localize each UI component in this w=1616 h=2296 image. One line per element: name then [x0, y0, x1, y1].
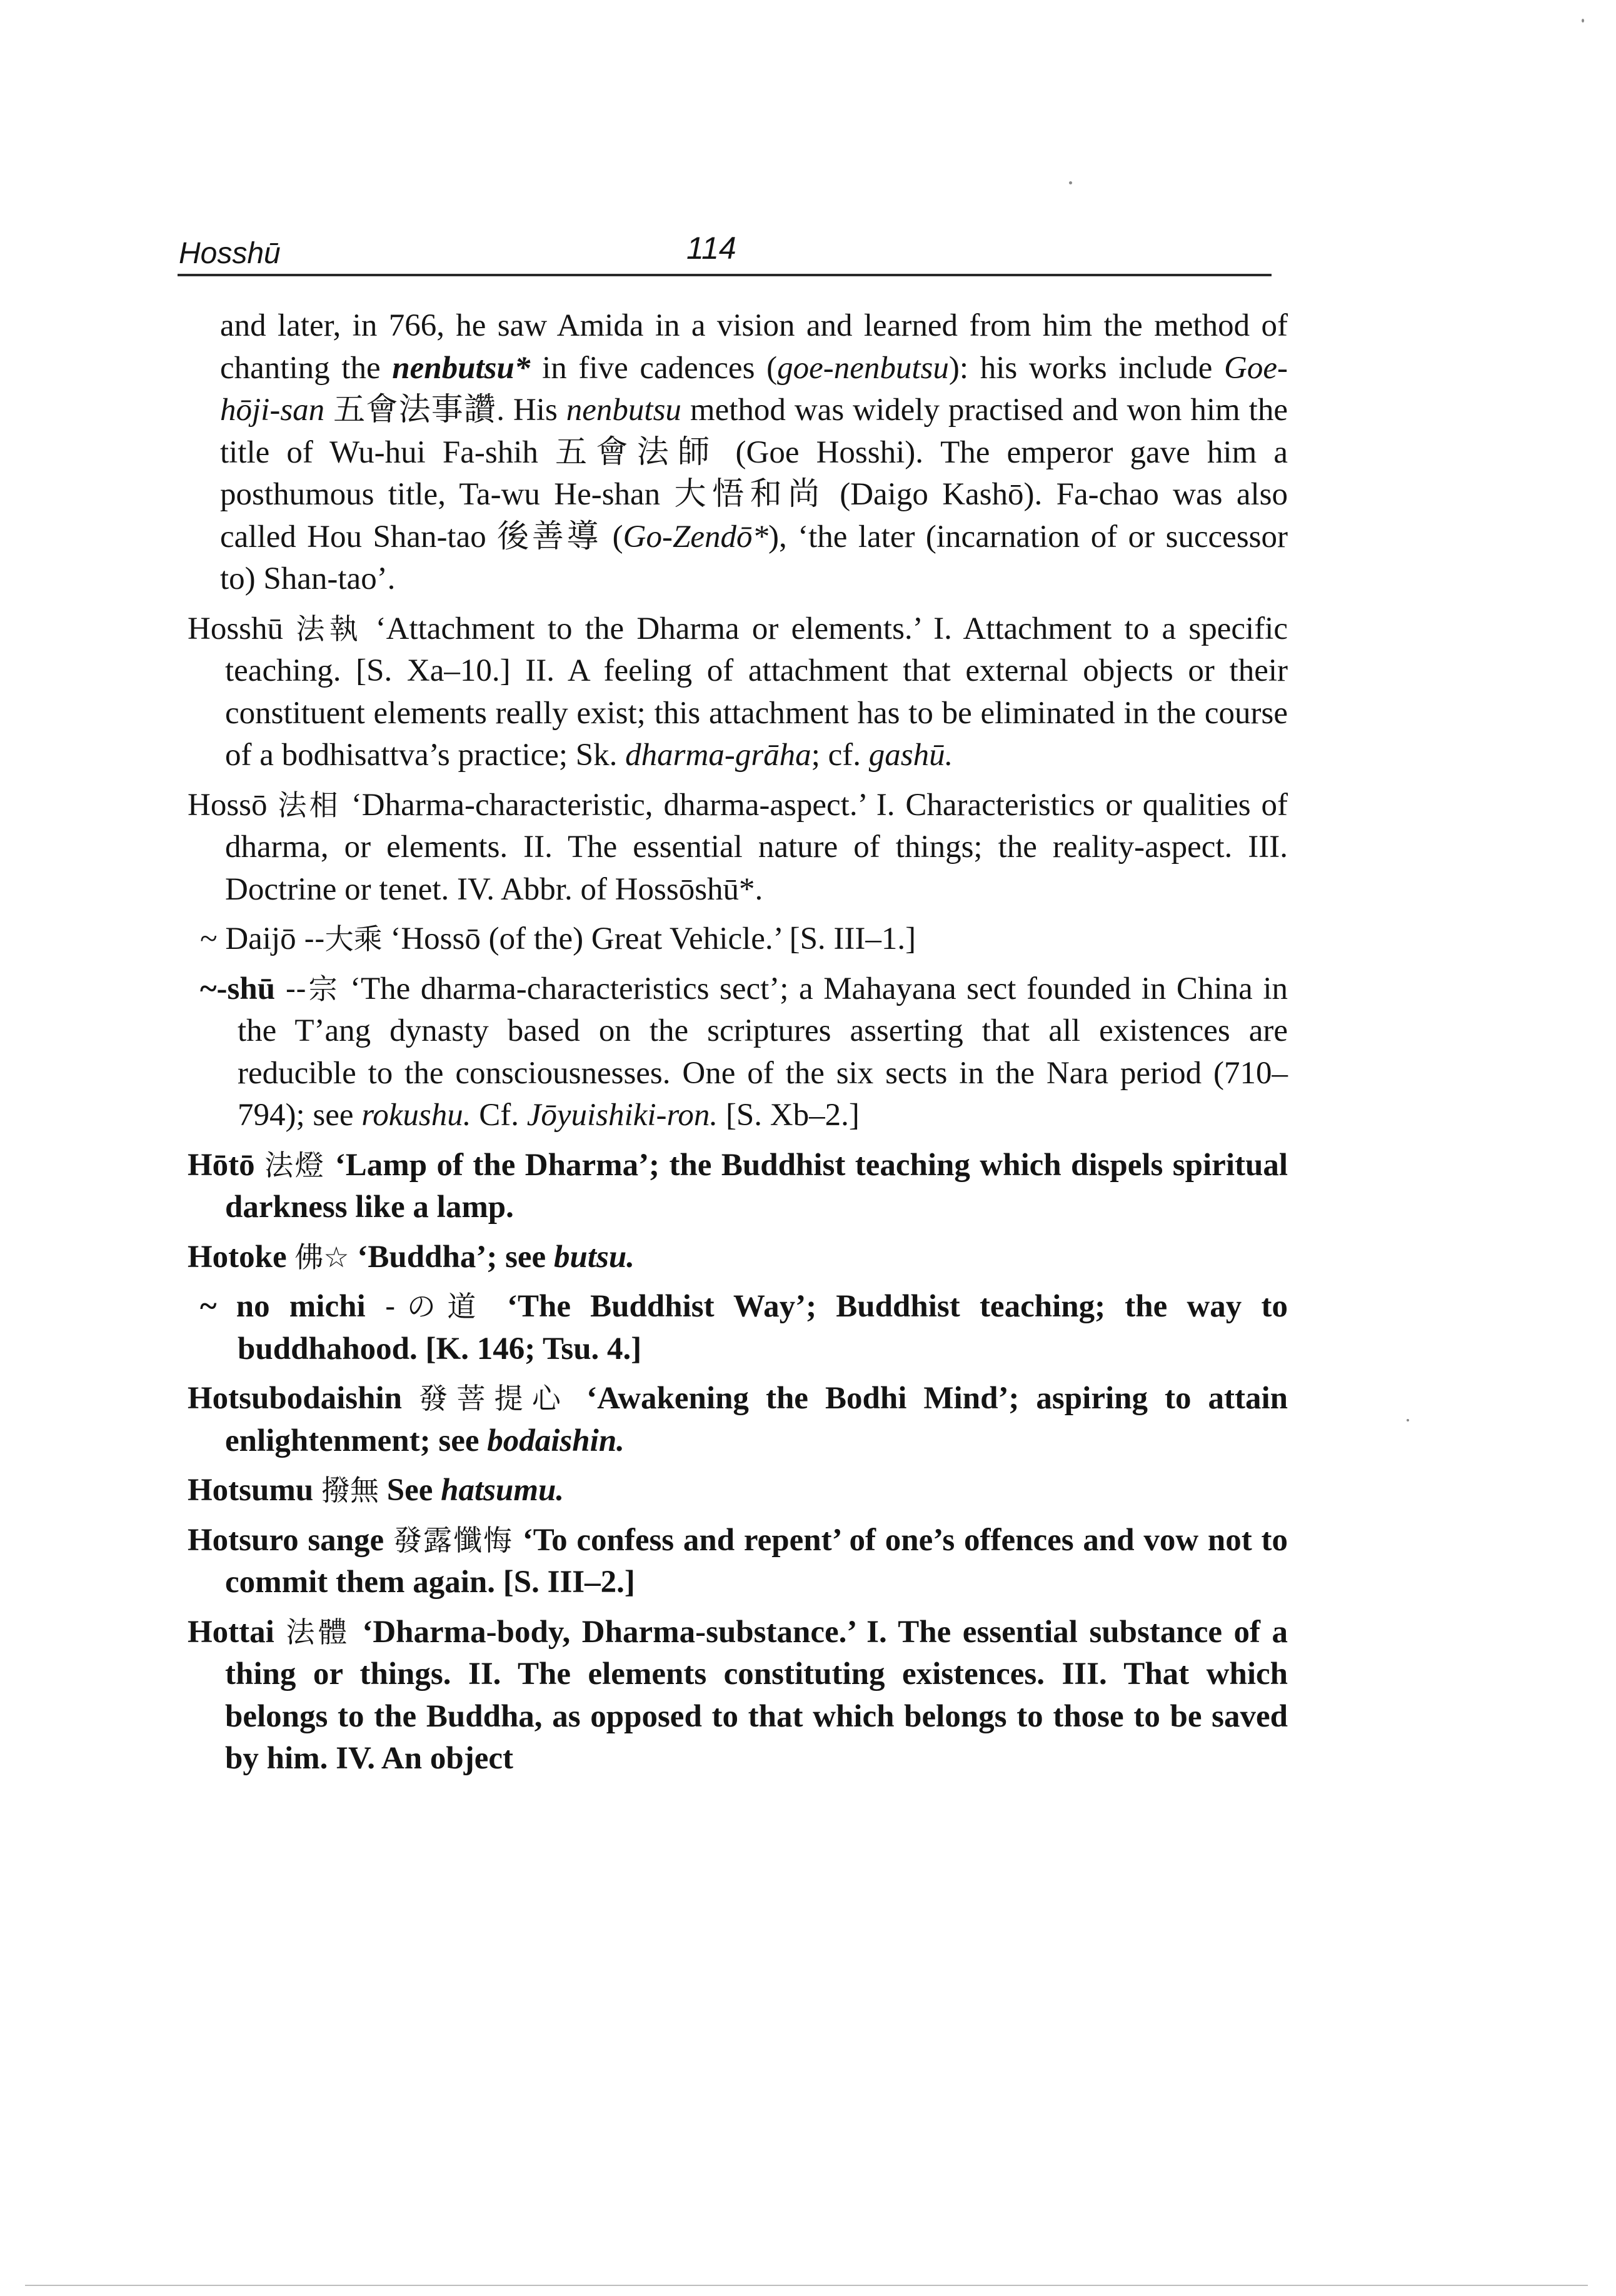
headword-kanji: 撥無: [321, 1473, 379, 1507]
headword: Hotsumu: [188, 1473, 314, 1508]
entry-hoto: Hōtō 法燈 ‘Lamp of the Dharma’; the Buddhist teaching which dispels spiritual darkness like a lamp.: [188, 1147, 1288, 1225]
entry-hotoke-no-michi: ~ no michi -の道 ‘The Buddhist Way’; Buddhist teaching; the way to buddhahood. [K. 146; Tsu. 4.]: [200, 1289, 1288, 1366]
dictionary-body: [188, 305, 1288, 1780]
headword: Hosshū: [188, 611, 284, 646]
continuation-paragraph: and later, in 766, he saw Amida in a vision and learned from him the method of chanting the nenbutsu* in five cadences (goe-nenbutsu): his works include Goe-hōji-san 五會法事讚. His nenbutsu method was widely practised and won him the title of Wu-hui Fa-shih 五會法師 (Goe Hosshi). The emperor gave him a posthumous title, Ta-wu He-shan 大悟和尚 (Daigo Kashō). Fa-chao was also called Hou Shan-tao 後善導 (Go-Zendō*), ‘the later (incarnation of or successor to) Shan-tao’.: [220, 308, 1288, 596]
entry-hosshu: Hosshū 法執 ‘Attachment to the Dharma or elements.’ I. Attachment to a specific teaching. [S. Xa–10.] II. A feeling of attachment that external objects or their constituent elements really exist; this attachment has to be eliminated in the course of a bodhisattva’s practice; Sk. dharma-grāha; cf. gashū.: [188, 611, 1288, 773]
headword: Hottai: [188, 1614, 274, 1650]
headword-kanji: 法執: [296, 611, 363, 646]
scan-speck: [1069, 181, 1072, 184]
headword: ~ no michi: [200, 1289, 366, 1324]
headword-kanji: 發露懺悔: [393, 1523, 513, 1557]
headword-kanji: 發菩提心: [419, 1381, 570, 1415]
headword-kanji: 法燈: [264, 1148, 326, 1182]
footer-rule: [25, 2285, 1588, 2286]
headword-kanji: --大乘: [304, 922, 383, 956]
headword: ~-shū: [200, 971, 276, 1006]
entry-hosso: Hossō 法相 ‘Dharma-characteristic, dharma-aspect.’ I. Characteristics or qualities of dharma, or elements. II. The essential nature of things; the reality-aspect. III. Doctrine or tenet. IV. Abbr. of Hossōshū*.: [188, 787, 1288, 907]
entry-hottai: Hottai 法體 ‘Dharma-body, Dharma-substance.’ I. The essential substance of a thing or things. II. The elements constituting existences. III. That which belongs to the Buddha, as opposed to that which belongs to those to be saved by him. IV. An object: [188, 1614, 1288, 1776]
header-rule: [178, 274, 1272, 276]
scan-speck: [1407, 1419, 1409, 1421]
entry-hosso-daijo: ~ Daijō --大乘 ‘Hossō (of the) Great Vehicle.’ [S. III–1.]: [200, 921, 916, 956]
running-head: Hosshū: [179, 237, 281, 270]
headword: Hōtō: [188, 1147, 255, 1183]
headword: Hotsuro sange: [188, 1522, 384, 1558]
headword: Hotsubodaishin: [188, 1381, 403, 1416]
headword: ~ Daijō: [200, 921, 296, 956]
entry-hotsumu: Hotsumu 撥無 See hatsumu.: [188, 1473, 565, 1508]
page-number: 114: [686, 231, 736, 266]
headword: Hossō: [188, 787, 268, 823]
headword-kanji: -の道: [384, 1290, 488, 1323]
headword-kanji: 法相: [278, 788, 341, 822]
headword-kanji: --宗: [285, 971, 340, 1006]
scan-speck: [1582, 19, 1584, 23]
headword-kanji: 佛☆: [294, 1240, 349, 1274]
entry-hosso-shu: ~-shū --宗 ‘The dharma-characteristics sect’; a Mahayana sect founded in China in the T’ang dynasty based on the scriptures asserting that all existences are reducible to the consciousnesses. One of the six sects in the Nara period (710–794); see rokushu. Cf. Jōyuishiki-ron. [S. Xb–2.]: [200, 971, 1288, 1133]
entry-hotoke: Hotoke 佛☆ ‘Buddha’; see butsu.: [188, 1239, 635, 1275]
headword: Hotoke: [188, 1239, 287, 1275]
entry-hotsubodaishin: Hotsubodaishin 發菩提心 ‘Awakening the Bodhi Mind’; aspiring to attain enlightenment; see bodaishin.: [188, 1381, 1288, 1458]
headword-kanji: 法體: [286, 1615, 351, 1649]
entry-hotsuro-sange: Hotsuro sange 發露懺悔 ‘To confess and repent’ of one’s offences and vow not to commit them again. [S. III–2.]: [188, 1522, 1288, 1600]
